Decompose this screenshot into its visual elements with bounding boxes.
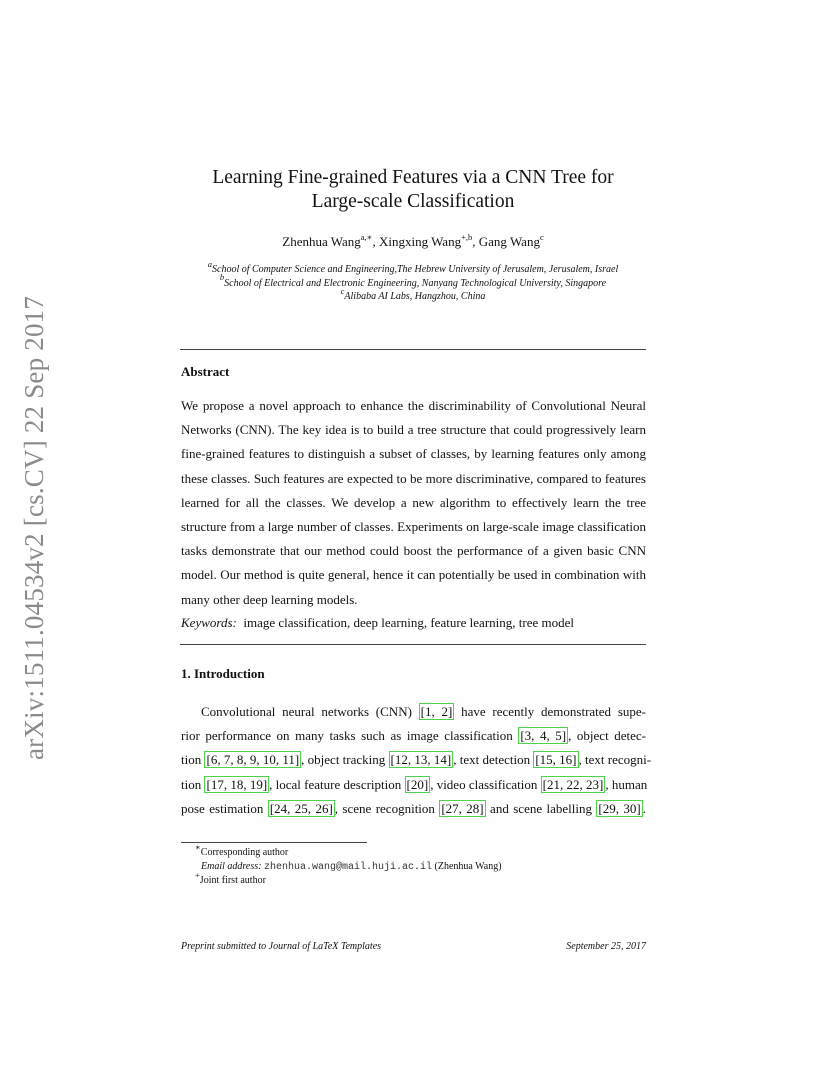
affiliation	[140, 272, 686, 291]
text-run: Convolutional neural networks (CNN)	[201, 704, 419, 719]
text-run: .	[642, 800, 646, 816]
citation-link[interactable]: [3, 4, 5]	[520, 728, 567, 744]
keywords-label: Keywords:	[181, 615, 237, 630]
text-line	[181, 748, 652, 772]
citation-link[interactable]: [17, 18, 19]	[206, 776, 268, 792]
footer-preprint-note	[181, 941, 381, 952]
author-list	[180, 231, 646, 250]
title-line-1: Learning Fine-grained Features via a CNN Tree for	[212, 167, 614, 188]
text-run: , text detection	[453, 752, 534, 768]
text-line	[181, 700, 646, 724]
text-run: rior performance on many tasks such as image classification	[181, 728, 519, 744]
citation-link[interactable]: [1, 2]	[420, 704, 453, 719]
footnote-mark: +	[195, 869, 200, 880]
footnote-email	[195, 860, 655, 875]
text-run: tion	[181, 752, 205, 768]
footnote-corresponding	[195, 841, 655, 860]
footer-text: Preprint submitted to Journal of	[181, 941, 313, 952]
abstract-text: We propose a novel approach to enhance the discriminability of Convolutional Neural Networks (CNN). The key idea is to build a tree structure that could progressively learn fine-grained features to distinguish a subset of classes, by learning features only among these classes. Such features are expected to be more discriminative, compared to features learned for all the classes. We develop a new algorithm to effectively learn the tree structure from a large number of classes. Experiments on large-scale image classification tasks demonstrate that our method could boost the performance of a given basic CNN model. Our method is quite general, hence it can potentially be used in combination with many other deep learning models.	[181, 398, 646, 607]
text-line	[181, 773, 646, 797]
citation-link[interactable]: [24, 25, 26]	[269, 800, 333, 816]
affiliation-mark: a	[207, 258, 213, 269]
citation-link[interactable]: [12, 13, 14]	[390, 752, 452, 768]
keywords-text: image classification, deep learning, feature learning, tree model	[243, 615, 574, 630]
author-name: Zhenhua Wang	[282, 234, 361, 249]
citation-link[interactable]: [15, 16]	[535, 752, 577, 768]
citation-link[interactable]: [27, 28]	[441, 800, 484, 816]
abstract-bottom-rule	[180, 644, 646, 645]
abstract-heading: Abstract	[181, 364, 230, 379]
author-name: Gang Wang	[478, 234, 540, 249]
text-line	[181, 797, 646, 821]
text-line	[181, 724, 646, 748]
author-separator: ,	[472, 234, 479, 249]
keywords	[181, 615, 646, 631]
text-run: , text recogni-	[578, 752, 652, 768]
text-run: tion	[181, 776, 205, 792]
citation-link[interactable]: [20]	[406, 776, 429, 792]
introduction-paragraph	[181, 700, 652, 821]
text-run: and scene labelling	[485, 800, 597, 816]
section-heading-introduction: 1. Introduction	[181, 666, 265, 681]
author-mark: c	[539, 231, 544, 242]
affiliation-text: Alibaba AI Labs, Hangzhou, China	[344, 291, 486, 302]
author-separator: ,	[372, 234, 379, 249]
footnote-joint	[195, 869, 655, 888]
text-run: , video classification	[430, 776, 541, 792]
affiliation-mark: b	[219, 272, 225, 283]
affiliation-text: School of Computer Science and Engineering,The Hebrew University of Jerusalem, Jerusalem, Israel	[212, 264, 619, 275]
footer-text: Templates	[338, 941, 382, 952]
affiliations	[140, 258, 686, 304]
affiliation-mark: c	[340, 285, 345, 296]
text-run: , scene recognition	[334, 800, 440, 816]
footnotes	[195, 841, 655, 888]
text-run: , local feature description	[269, 776, 405, 792]
email-label: Email address:	[201, 860, 262, 872]
text-run: , object tracking	[301, 752, 389, 768]
title-line-2: Large-scale Classification	[311, 191, 515, 212]
text-run: pose estimation	[181, 800, 268, 816]
abstract-top-rule	[180, 349, 646, 350]
text-run: , object detec-	[568, 728, 647, 744]
author-mark: a,∗	[360, 231, 373, 242]
footnote-mark: ∗	[195, 841, 201, 852]
latex-logo: LaTeX	[312, 941, 339, 952]
arxiv-side-stamp: arXiv:1511.04534v2 [cs.CV] 22 Sep 2017	[19, 295, 49, 760]
footnote-rule	[181, 842, 367, 843]
affiliation	[140, 285, 686, 304]
author-mark: +,b	[461, 231, 473, 242]
affiliation-text: School of Electrical and Electronic Engineering, Nanyang Technological University, Singapore	[224, 277, 607, 289]
text-run: , human	[605, 776, 648, 792]
citation-link[interactable]: [29, 30]	[598, 800, 641, 816]
author-name: Xingxing Wang	[378, 234, 462, 249]
footnote-text: Corresponding author	[200, 847, 289, 858]
footer-date: September 25, 2017	[566, 941, 646, 952]
paper-title	[180, 166, 646, 214]
citation-link[interactable]: [21, 22, 23]	[542, 776, 604, 792]
citation-link[interactable]: [6, 7, 8, 9, 10, 11]	[206, 752, 300, 768]
footnote-text: Joint first author	[199, 875, 266, 886]
email-owner: (Zhenhua Wang)	[432, 860, 502, 872]
text-run: have recently demonstrated supe-	[454, 704, 646, 719]
email-link[interactable]: zhenhua.wang@mail.huji.ac.il	[263, 861, 432, 873]
